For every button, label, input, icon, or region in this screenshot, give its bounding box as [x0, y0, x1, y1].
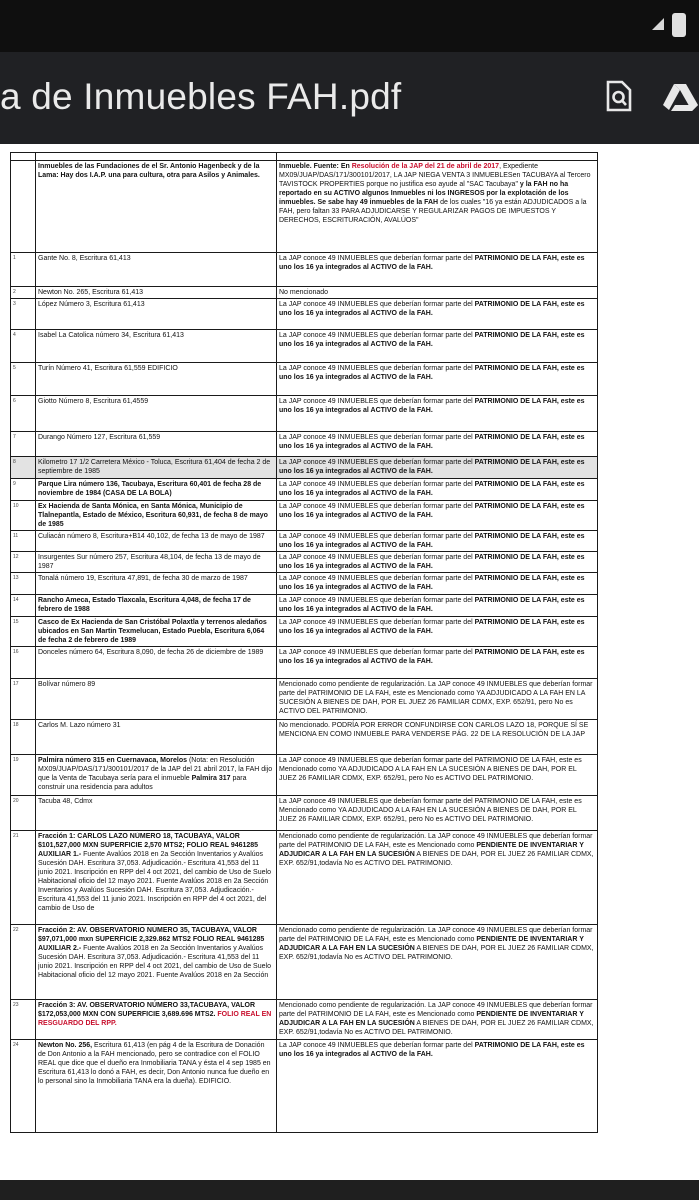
table-header-row	[11, 161, 598, 253]
table-row: 20 Tacuba 48, Cdmx La JAP conoce 49 INMUEBLES que deberían formar parte del PATRIMONIO DE LA FAH, este es Mencionado como YA ADJUDICADO A LA FAH EN LA SUCESIÓN A BIENES DE DAH, POR EL JUEZ 26 FAMILIAR CDMX, EXP. 652/91, pero No es ACTIVO DEL PATRIMONIO.	[11, 796, 598, 831]
document-title: a de Inmuebles FAH.pdf	[0, 76, 402, 117]
header-right: Inmueble. Fuente: En Resolución de la JAP del 21 de abril de 2017, Expediente MX09/JUAP/DAS/171/300101/2017, LA JAP NIEGA VENTA 3 INMUEBLESen TACUBAYA al Tercero TAVISTOCK PROPERTIES porque no justifica eso ayude al "SAC Tacubaya" y la FAH no ha reportado en su ACTIVO algunos Inmuebles ni los INGRESOS por la explotación de los inmuebles. Se sabe hay 49 inmuebles de la FAH de los cuales "16 ya están ADJUDICADOS a la FAH, pero faltan 33 PARA ADJUDICARSE Y REGULARIZAR PAGOS DE IMPUESTOS Y DERECHOS, ESCRITURACIÓN, AVALÚOS"	[277, 161, 598, 253]
table-row: 4 Isabel La Catolica número 34, Escritura 61,413 La JAP conoce 49 INMUEBLES que deberían formar parte del PATRIMONIO DE LA FAH, este es uno los 16 ya integrados al ACTIVO de la FAH.	[11, 330, 598, 363]
table-row: 17 Bolívar número 89 Mencionado como pendiente de regularización. La JAP conoce 49 INMUEBLES que deberían formar parte del PATRIMONIO DE LA FAH, este es Mencionado como YA ADJUDICADO A LA FAH EN LA SUCESIÓN A BIENES DE DAH, POR EL JUEZ 26 FAMILIAR CDMX, EXP. 652/91, pero No es ACTIVO DEL PATRIMONIO.	[11, 679, 598, 720]
table-row: 9 Parque Lira número 136, Tacubaya, Escritura 60,401 de fecha 28 de noviembre de 1984 (CASA DE LA BOLA) La JAP conoce 49 INMUEBLES que deberían formar parte del PATRIMONIO DE LA FAH, este es uno los 16 ya integrados al ACTIVO de la FAH.	[11, 479, 598, 501]
table-row: 21 Fracción 1: CARLOS LAZO NÚMERO 18, TACUBAYA, VALOR $101,527,000 MXN SUPERFICIE 2,570 MTS2; FOLIO REAL 9461285 AUXILIAR 1.- Fuente Avalúos 2018 en 2a Sección Inventarios y Avalúos Sucesión DAH. Escritura 37,053. Adjudicación.- Escritura 41,553 del 11 junio 2021. Inscripción en RPP del 4 oct 2021, del cambio de Uso de Suelo Habitacional oficio del 12 mayo 2021. Fuente Avalúos 2018 en 2a Sección Inventarios y Avalúos Sucesión DAH. Escritura 37,053. Adjudicación.- Escritura 41,553 del 11 junio 2021. Inscripción en RPP del 4 oct 2021, del cambio de Uso de Mencionado como pendiente de regularización. La JAP conoce 49 INMUEBLES que deberían formar parte del PATRIMONIO DE LA FAH, este es Mencionado como PENDIENTE DE INVENTARIAR Y ADJUDICAR A LA FAH EN LA SUCESIÓN A BIENES DE DAH, POR EL JUEZ 26 FAMILIAR CDMX, EXP. 652/91,todavía No es ACTIVO DEL PATRIMONIO.	[11, 831, 598, 925]
table-row	[11, 153, 598, 161]
table-row: 16 Donceles número 64, Escritura 8,090, de fecha 26 de diciembre de 1989 La JAP conoce 49 INMUEBLES que deberían formar parte del PATRIMONIO DE LA FAH, este es uno los 16 ya integrados al ACTIVO de la FAH.	[11, 647, 598, 679]
table-row: 6 Giotto Número 8, Escritura 61,4559 La JAP conoce 49 INMUEBLES que deberían formar parte del PATRIMONIO DE LA FAH, este es uno los 16 ya integrados al ACTIVO de la FAH.	[11, 396, 598, 432]
battery-icon	[672, 13, 686, 37]
table-row: 1 Gante No. 8, Escritura 61,413 La JAP conoce 49 INMUEBLES que deberían formar parte del PATRIMONIO DE LA FAH, este es uno los 16 ya integrados al ACTIVO de la FAH.	[11, 253, 598, 287]
inmuebles-table	[10, 152, 598, 1133]
table-row: 2 Newton No. 265, Escritura 61,413 No mencionado	[11, 287, 598, 299]
table-row: 3 López Número 3, Escritura 61,413 La JAP conoce 49 INMUEBLES que deberían formar parte del PATRIMONIO DE LA FAH, este es uno los 16 ya integrados al ACTIVO de la FAH.	[11, 299, 598, 330]
table-row: 24 Newton No. 256, Escritura 61,413 (en pág 4 de la Escritura de Donación de Don Antonio a la FAH mencionado, pero se contradice con el FOLIO REAL que dice que el dueño era Inmobiliaria TANA y ésta el 4 sep 1985 en Escritura 61,413 lo donó a FAH, es decir, Don Antonio nunca fue dueño en lo personal sino la Inmobiliaria TANA era la dueña). EDIFICIO. La JAP conoce 49 INMUEBLES que deberían formar parte del PATRIMONIO DE LA FAH, este es uno los 16 ya integrados al ACTIVO de la FAH.	[11, 1040, 598, 1133]
table-row: 7 Durango Número 127, Escritura 61,559 La JAP conoce 49 INMUEBLES que deberían formar parte del PATRIMONIO DE LA FAH, este es uno los 16 ya integrados al ACTIVO de la FAH.	[11, 432, 598, 457]
search-document-icon[interactable]	[604, 80, 634, 112]
table-row: 18 Carlos M. Lazo número 31 No mencionado. PODRÍA POR ERROR CONFUNDIRSE CON CARLOS LAZO 18, PORQUE SÍ SE MENCIONA EN COMO INMUEBLE PARA VENDERSE PÁG. 22 DE LA RESOLUCIÓN DE LA JAP	[11, 720, 598, 755]
table-row: 19 Palmira número 315 en Cuernavaca, Morelos (Nota: en Resolución MX09/JUAP/DAS/171/300101/2017 de la JAP del 21 abril 2017, la FAH dijo que la Venta de Tacubaya sería para el inmueble Palmira 317 para construir una residencia para adultos La JAP conoce 49 INMUEBLES que deberían formar parte del PATRIMONIO DE LA FAH, este es Mencionado como YA ADJUDICADO A LA FAH EN LA SUCESIÓN A BIENES DE DAH, POR EL JUEZ 26 FAMILIAR CDMX, EXP. 652/91, pero No es ACTIVO DEL PATRIMONIO.	[11, 755, 598, 796]
table-row: 8 Kilometro 17 1/2 Carretera México - Toluca, Escritura 61,404 de fecha 2 de septiembre de 1985 La JAP conoce 49 INMUEBLES que deberían formar parte del PATRIMONIO DE LA FAH, este es uno los 16 ya integrados al ACTIVO de la FAH.	[11, 457, 598, 479]
viewer-header	[0, 52, 699, 144]
table-row: 12 Insurgentes Sur número 257, Escritura 48,104, de fecha 13 de mayo de 1987 La JAP conoce 49 INMUEBLES que deberían formar parte del PATRIMONIO DE LA FAH, este es uno los 16 ya integrados al ACTIVO de la FAH.	[11, 552, 598, 573]
table-row: 11 Culiacán número 8, Escritura+B14 40,102, de fecha 13 de mayo de 1987 La JAP conoce 49 INMUEBLES que deberían formar parte del PATRIMONIO DE LA FAH, este es uno los 16 ya integrados al ACTIVO de la FAH.	[11, 531, 598, 552]
table-row: 22 Fracción 2: AV. OBSERVATORIO NÚMERO 35, TACUBAYA, VALOR $97,071,000 mxn SUPERFICIE 2,329.862 MTS2 FOLIO REAL 9461285 AUXILIAR 2.- Fuente Avalúos 2018 en 2a Sección Inventarios y Avalúos Sucesión DAH. Escritura 37,053. Adjudicación.- Escritura 41,553 del 11 junio 2021. Inscripción en RPP del 4 oct 2021, del cambio de Uso de Suelo Habitacional oficio del 12 mayo 2021. Fuente Avalúos 2018 en 2a Sección Mencionado como pendiente de regularización. La JAP conoce 49 INMUEBLES que deberían formar parte del PATRIMONIO DE LA FAH, este es Mencionado como PENDIENTE DE INVENTARIAR Y ADJUDICAR A LA FAH EN LA SUCESIÓN A BIENES DE DAH, POR EL JUEZ 26 FAMILIAR CDMX, EXP. 652/91,todavía No es ACTIVO DEL PATRIMONIO.	[11, 925, 598, 1000]
table-row: 10 Ex Hacienda de Santa Mónica, en Santa Mónica, Municipio de Tlalnepantla, Estado de México, Escritura 60,931, de fecha 8 de mayo de 1985 La JAP conoce 49 INMUEBLES que deberían formar parte del PATRIMONIO DE LA FAH, este es uno los 16 ya integrados al ACTIVO de la FAH.	[11, 501, 598, 531]
table-row: 15 Casco de Ex Hacienda de San Cristóbal Polaxtla y terrenos aledaños ubicados en San Martin Texmelucan, Estado Puebla, Escritura 6,064 de fecha 2 de febrero de 1989 La JAP conoce 49 INMUEBLES que deberían formar parte del PATRIMONIO DE LA FAH, este es uno los 16 ya integrados al ACTIVO de la FAH.	[11, 617, 598, 647]
google-drive-icon[interactable]	[662, 82, 699, 112]
pdf-page	[0, 144, 699, 1200]
status-bar	[0, 0, 699, 52]
table-row: 23 Fracción 3: AV. OBSERVATORIO NÚMERO 33,TACUBAYA, VALOR $172,053,000 MXN CON SUPERFICIE 3,689.696 MTS2. FOLIO REAL EN RESGUARDO DEL RPP. Mencionado como pendiente de regularización. La JAP conoce 49 INMUEBLES que deberían formar parte del PATRIMONIO DE LA FAH, este es Mencionado como PENDIENTE DE INVENTARIAR Y ADJUDICAR A LA FAH EN LA SUCESIÓN A BIENES DE DAH, POR EL JUEZ 26 FAMILIAR CDMX, EXP. 652/91,todavía No es ACTIVO DEL PATRIMONIO.	[11, 1000, 598, 1040]
table-row: 14 Rancho Ameca, Estado Tlaxcala, Escritura 4,048, de fecha 17 de febrero de 1988 La JAP conoce 49 INMUEBLES que deberían formar parte del PATRIMONIO DE LA FAH, este es uno los 16 ya integrados al ACTIVO de la FAH.	[11, 595, 598, 617]
signal-icon	[652, 18, 664, 30]
table-row: 5 Turín Número 41, Escritura 61,559 EDIFICIO La JAP conoce 49 INMUEBLES que deberían formar parte del PATRIMONIO DE LA FAH, este es uno los 16 ya integrados al ACTIVO de la FAH.	[11, 363, 598, 396]
bottom-edge	[0, 1180, 699, 1200]
header-left: Inmuebles de las Fundaciones de el Sr. Antonio Hagenbeck y de la Lama: Hay dos I.A.P. una para cultura, otra para Asilos y Animales.	[36, 161, 277, 253]
table-row: 13 Tonalá número 19, Escritura 47,891, de fecha 30 de marzo de 1987 La JAP conoce 49 INMUEBLES que deberían formar parte del PATRIMONIO DE LA FAH, este es uno los 16 ya integrados al ACTIVO de la FAH.	[11, 573, 598, 595]
